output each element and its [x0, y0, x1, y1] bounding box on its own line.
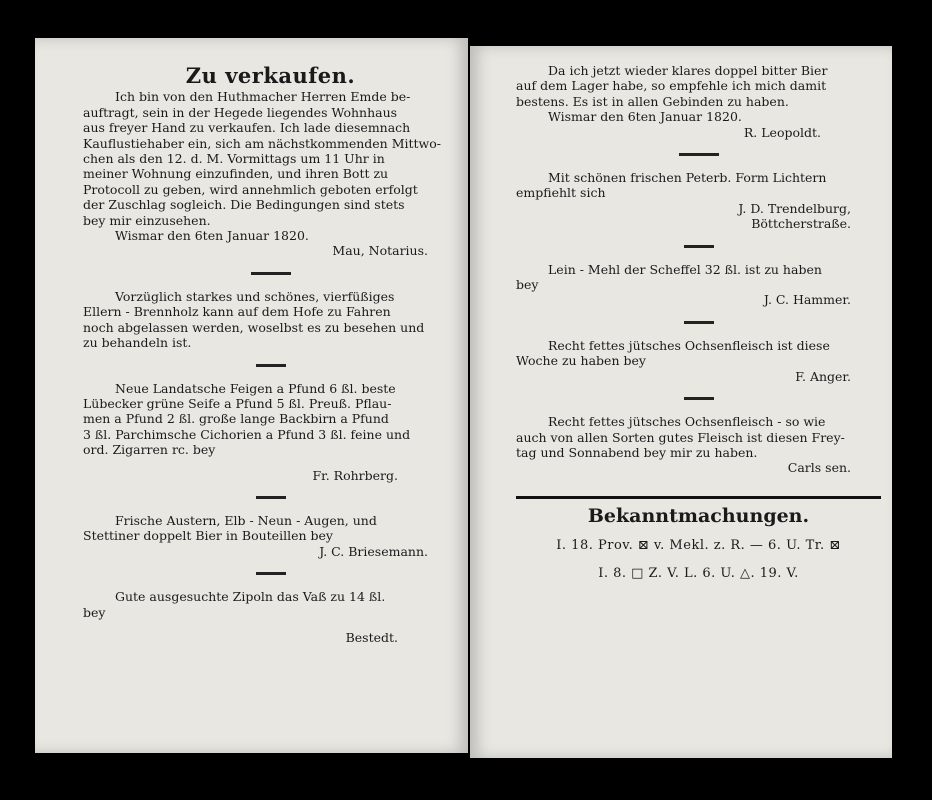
advert-line: Ich bin von den Huthmacher Herren Emde be- — [115, 89, 411, 105]
advert-line: ord. Zigarren rc. bey — [83, 442, 216, 458]
advert-signature: F. Anger. — [795, 368, 851, 384]
advert-line: zu behandeln ist. — [83, 335, 192, 351]
advert-line: meiner Wohnung einzufinden, und ihren Bott zu — [83, 166, 389, 182]
advert-line: Lein - Mehl der Scheffel 32 ßl. ist zu haben — [548, 261, 822, 277]
advert-signature: Bestedt. — [345, 629, 398, 645]
advert-line: auftragt, sein in der Hegede liegendes Wohnhaus — [83, 104, 398, 120]
separator-rule — [679, 153, 719, 156]
section-divider — [516, 496, 881, 499]
advert-signature: Fr. Rohrberg. — [312, 467, 398, 483]
advert-line: bestens. Es ist in allen Gebinden zu haben. — [516, 93, 789, 109]
masonic-notice-line: I. 18. Prov. ⊠ v. Mekl. z. R. — 6. U. Tr. ⊠ — [556, 538, 841, 554]
section-title: Zu verkaufen. — [185, 63, 356, 88]
advert-beef-1 — [516, 338, 881, 384]
advert-signature: J. C. Hammer. — [763, 292, 851, 308]
advert-beef-2 — [516, 414, 881, 476]
advert-line: auf dem Lager habe, so empfehle ich mich damit — [516, 78, 827, 94]
left-column — [83, 63, 458, 645]
advert-signature: R. Leopoldt. — [743, 124, 821, 140]
advert-line: Recht fettes jütsches Ochsenfleisch - so wie — [548, 414, 826, 430]
right-page — [470, 46, 892, 758]
advert-linseed — [516, 262, 881, 308]
advert-line: aus freyer Hand zu verkaufen. Ich lade diesemnach — [83, 120, 411, 136]
advert-line: Frische Austern, Elb - Neun - Augen, und — [115, 512, 377, 528]
advert-signature: J. D. Trendelburg, — [738, 200, 851, 216]
advert-line: Gute ausgesuchte Zipoln das Vaß zu 14 ßl. — [115, 589, 386, 605]
advert-onions — [83, 589, 458, 645]
separator-rule — [684, 321, 714, 324]
advert-line: bey — [83, 604, 106, 620]
advert-line: auch von allen Sorten gutes Fleisch ist diesen Frey- — [516, 429, 845, 445]
advert-groceries — [83, 381, 458, 483]
separator-rule — [256, 364, 286, 367]
advert-signature: Carls sen. — [787, 460, 851, 476]
advert-house-sale — [83, 89, 458, 258]
separator-rule — [251, 272, 291, 275]
advert-signature: J. C. Briesemann. — [319, 543, 428, 559]
advert-line: empfiehlt sich — [516, 185, 606, 201]
advert-date: Wismar den 6ten Januar 1820. — [115, 228, 309, 244]
advert-line: Da ich jetzt wieder klares doppel bitter Bier — [548, 63, 828, 78]
section-heading: Bekanntmachungen. — [587, 504, 810, 527]
advert-line: men a Pfund 2 ßl. große lange Backbirn a Pfund — [83, 411, 389, 427]
separator-rule — [684, 397, 714, 400]
advert-signature: Mau, Notarius. — [332, 243, 428, 259]
advert-line: noch abgelassen werden, woselbst es zu besehen und — [83, 319, 425, 335]
advert-line: Ellern - Brennholz kann auf dem Hofe zu Fahren — [83, 304, 391, 320]
advert-line: der Zuschlag sogleich. Die Bedingungen sind stets — [83, 197, 405, 213]
advert-line: Recht fettes jütsches Ochsenfleisch ist diese — [548, 337, 830, 353]
advert-line: Lübecker grüne Seife a Pfund 5 ßl. Preuß. Pflau- — [83, 395, 392, 411]
advert-line: Neue Landatsche Feigen a Pfund 6 ßl. beste — [115, 380, 396, 396]
advert-line: chen als den 12. d. M. Vormittags um 11 Uhr in — [83, 151, 385, 167]
advert-line: tag und Sonnabend bey mir zu haben. — [516, 444, 758, 460]
separator-rule — [256, 496, 286, 499]
separator-rule — [256, 572, 286, 575]
advert-line: Stettiner doppelt Bier in Bouteillen bey — [83, 528, 333, 544]
advert-line: Protocoll zu geben, wird annehmlich geboten erfolgt — [83, 181, 418, 197]
advert-line: Mit schönen frischen Peterb. Form Lichtern — [548, 170, 827, 186]
advert-line: bey — [516, 277, 539, 293]
masonic-notice-line: I. 8. □ Z. V. L. 6. U. △. 19. V. — [598, 565, 799, 581]
advert-line: Vorzüglich starkes und schönes, vierfüßiges — [115, 288, 395, 304]
advert-line: 3 ßl. Parchimsche Cichorien a Pfund 3 ßl. feine und — [83, 426, 411, 442]
advert-candles — [516, 170, 881, 232]
advert-beer — [516, 63, 881, 140]
separator-rule — [684, 245, 714, 248]
advert-firewood — [83, 289, 458, 351]
advert-date: Wismar den 6ten Januar 1820. — [548, 109, 742, 125]
advert-signature-address: Böttcherstraße. — [751, 216, 851, 232]
right-column — [516, 63, 881, 593]
advert-line: Kauflustiehaber ein, sich am nächstkommenden Mittwo- — [83, 135, 441, 151]
advert-line: bey mir einzusehen. — [83, 212, 211, 228]
advert-line: Woche zu haben bey — [516, 353, 646, 369]
advert-oysters — [83, 513, 458, 559]
left-page — [35, 38, 468, 753]
